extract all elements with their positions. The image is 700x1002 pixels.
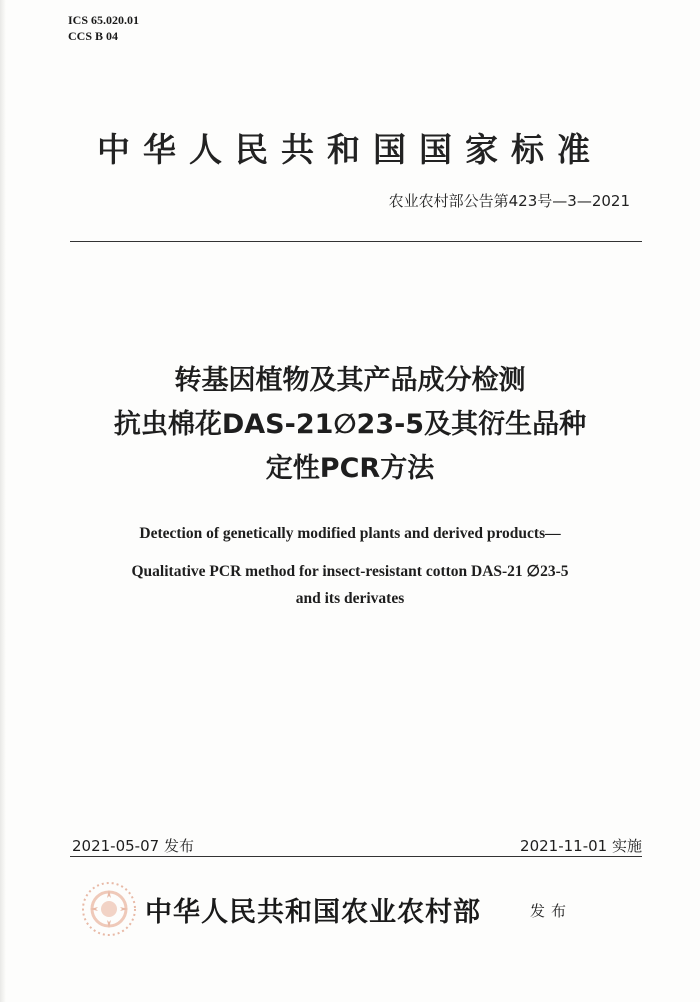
english-title-line-1: Detection of genetically modified plants and derived products— [139, 525, 561, 542]
emblem-icon [80, 880, 138, 938]
chinese-title-line-1: 转基因植物及其产品成分检测 [174, 365, 526, 396]
chinese-title-line-2: 抗虫棉花DAS-21∅23-5及其衍生品种 [113, 409, 587, 440]
english-title-line-2: Qualitative PCR method for insect-resistant cotton DAS-21 ∅23-5 [131, 563, 569, 580]
chinese-title-line-3: 定性PCR方法 [265, 453, 435, 484]
issue-date: 2021-05-07 发布 [72, 837, 194, 855]
ics-code: ICS 65.020.01 [68, 13, 140, 27]
issue-word: 发布 [530, 902, 573, 920]
standard-number: 农业农村部公告第423号—3—2021 [388, 192, 630, 210]
classification-codes [68, 12, 139, 44]
top-divider [70, 241, 642, 242]
english-title-line-3: and its derivates [295, 590, 405, 607]
bottom-divider [70, 856, 642, 857]
national-standard-title: 中华人民共和国国家标准 [97, 130, 603, 169]
issuing-authority: 中华人民共和国农业农村部 [145, 897, 481, 928]
implementation-date: 2021-11-01 实施 [520, 837, 642, 855]
ccs-code: CCS B 04 [68, 29, 119, 43]
